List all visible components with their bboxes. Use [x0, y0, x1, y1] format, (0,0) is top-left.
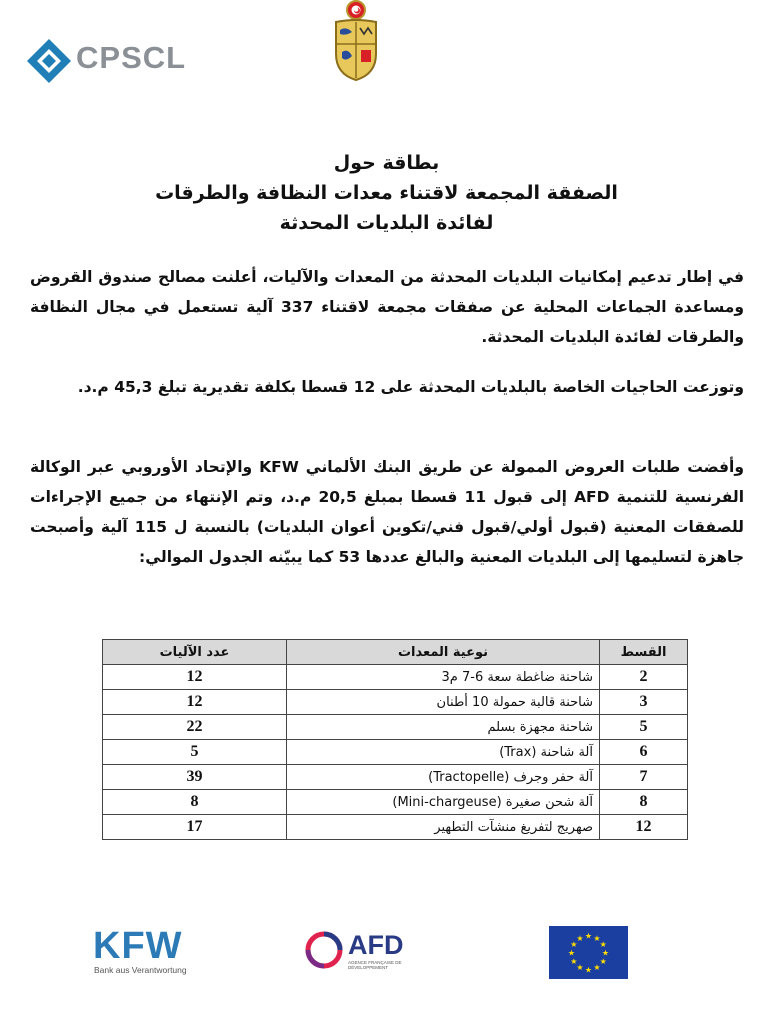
eu-star-icon: ★	[567, 948, 576, 958]
kfw-logo-text: KFW	[93, 925, 183, 967]
eu-star-icon: ★	[599, 940, 607, 949]
cell-lot: 8	[600, 790, 688, 815]
header-count: عدد الآليات	[103, 640, 287, 665]
cell-type: آلة شاحنة (Trax)	[287, 740, 600, 765]
eu-star-icon: ★	[570, 957, 578, 966]
cell-type: شاحنة قالبة حمولة 10 أطنان	[287, 690, 600, 715]
table-row	[103, 790, 688, 815]
eu-star-icon: ★	[584, 965, 593, 975]
equipment-table	[102, 639, 688, 840]
header-lot: القسط	[600, 640, 688, 665]
table-row	[103, 740, 688, 765]
title-line-2: الصفقة المجمعة لاقتناء معدات النظافة والطرقات	[155, 182, 618, 204]
table-header-row	[103, 640, 688, 665]
cpscl-logo	[26, 36, 196, 84]
cell-count: 8	[103, 790, 287, 815]
eu-star-icon: ★	[593, 933, 601, 943]
kfw-tagline: Bank aus Verantwortung	[94, 965, 187, 975]
eu-flag-icon	[549, 926, 628, 979]
paragraph-funding: وأفضت طلبات العروض الممولة عن طريق البنك الألماني KFW والإتحاد الأوروبي عبر الوكالة الفرنسية للتنمية AFD إلى قبول 11 قسطا بمبلغ 20,5 م.د، وتم الإنتهاء من جميع الإجراءات للصفقات المعنية (قبول أولي/قبول فني/تكوين أعوان البلديات) بالنسبة ل 115 آلية وأصبحت جاهزة لتسليمها إلى البلديات المعنية والبالغ عددها 53 كما يبيّنه الجدول الموالي:	[30, 458, 745, 566]
title-line-1: بطاقة حول	[333, 152, 440, 174]
eu-star-icon: ★	[584, 931, 593, 941]
document-title	[100, 148, 673, 238]
cell-type: آلة شحن صغيرة (Mini-chargeuse)	[287, 790, 600, 815]
table-row	[103, 715, 688, 740]
cell-lot: 12	[600, 815, 688, 840]
kfw-logo	[93, 925, 188, 985]
eu-star-icon: ★	[601, 948, 610, 958]
eu-star-icon: ★	[599, 957, 607, 966]
cell-type: صهريج لتفريغ منشآت التطهير	[287, 815, 600, 840]
header-equipment-type: نوعية المعدات	[287, 640, 600, 665]
paragraph-distribution: وتوزعت الحاجيات الخاصة بالبلديات المحدثة على 12 قسطا بكلفة تقديرية تبلغ 45,3 م.د.	[77, 378, 744, 396]
cell-type: شاحنة ضاغطة سعة 6-7 م3	[287, 665, 600, 690]
cell-count: 39	[103, 765, 287, 790]
cell-count: 5	[103, 740, 287, 765]
cell-lot: 6	[600, 740, 688, 765]
paragraph-intro: في إطار تدعيم إمكانيات البلديات المحدثة من المعدات والآليات، أعلنت مصالح صندوق القروض ومساعدة الجماعات المحلية عن صفقات مجمعة لاقتناء 337 آلية تستعمل في مجال النظافة والطرقات لفائدة البلديات المحدثة.	[30, 268, 744, 346]
cell-lot: 2	[600, 665, 688, 690]
cell-count: 17	[103, 815, 287, 840]
cell-lot: 5	[600, 715, 688, 740]
cell-count: 12	[103, 665, 287, 690]
tunisia-coat-of-arms-icon	[330, 0, 382, 82]
afd-tagline: AGENCE FRANÇAISE DE DÉVELOPPEMENT	[348, 960, 402, 970]
cell-type: شاحنة مجهزة بسلم	[287, 715, 600, 740]
table-row	[103, 815, 688, 840]
eu-star-icon: ★	[576, 963, 584, 973]
eu-star-icon: ★	[576, 933, 584, 943]
cpscl-logo-text: CPSCL	[76, 40, 187, 75]
eu-star-icon: ★	[593, 963, 601, 973]
table-row	[103, 665, 688, 690]
eu-star-icon: ★	[570, 940, 578, 949]
cpscl-diamond-icon	[26, 38, 72, 84]
cell-lot: 7	[600, 765, 688, 790]
cell-count: 12	[103, 690, 287, 715]
afd-logo-text: AFD	[348, 930, 404, 960]
afd-logo	[304, 926, 414, 976]
title-line-3: لفائدة البلديات المحدثة	[279, 212, 494, 234]
table-row	[103, 765, 688, 790]
cell-type: آلة حفر وجرف (Tractopelle)	[287, 765, 600, 790]
table-row	[103, 690, 688, 715]
cell-count: 22	[103, 715, 287, 740]
cell-lot: 3	[600, 690, 688, 715]
afd-ring-icon	[304, 930, 344, 970]
